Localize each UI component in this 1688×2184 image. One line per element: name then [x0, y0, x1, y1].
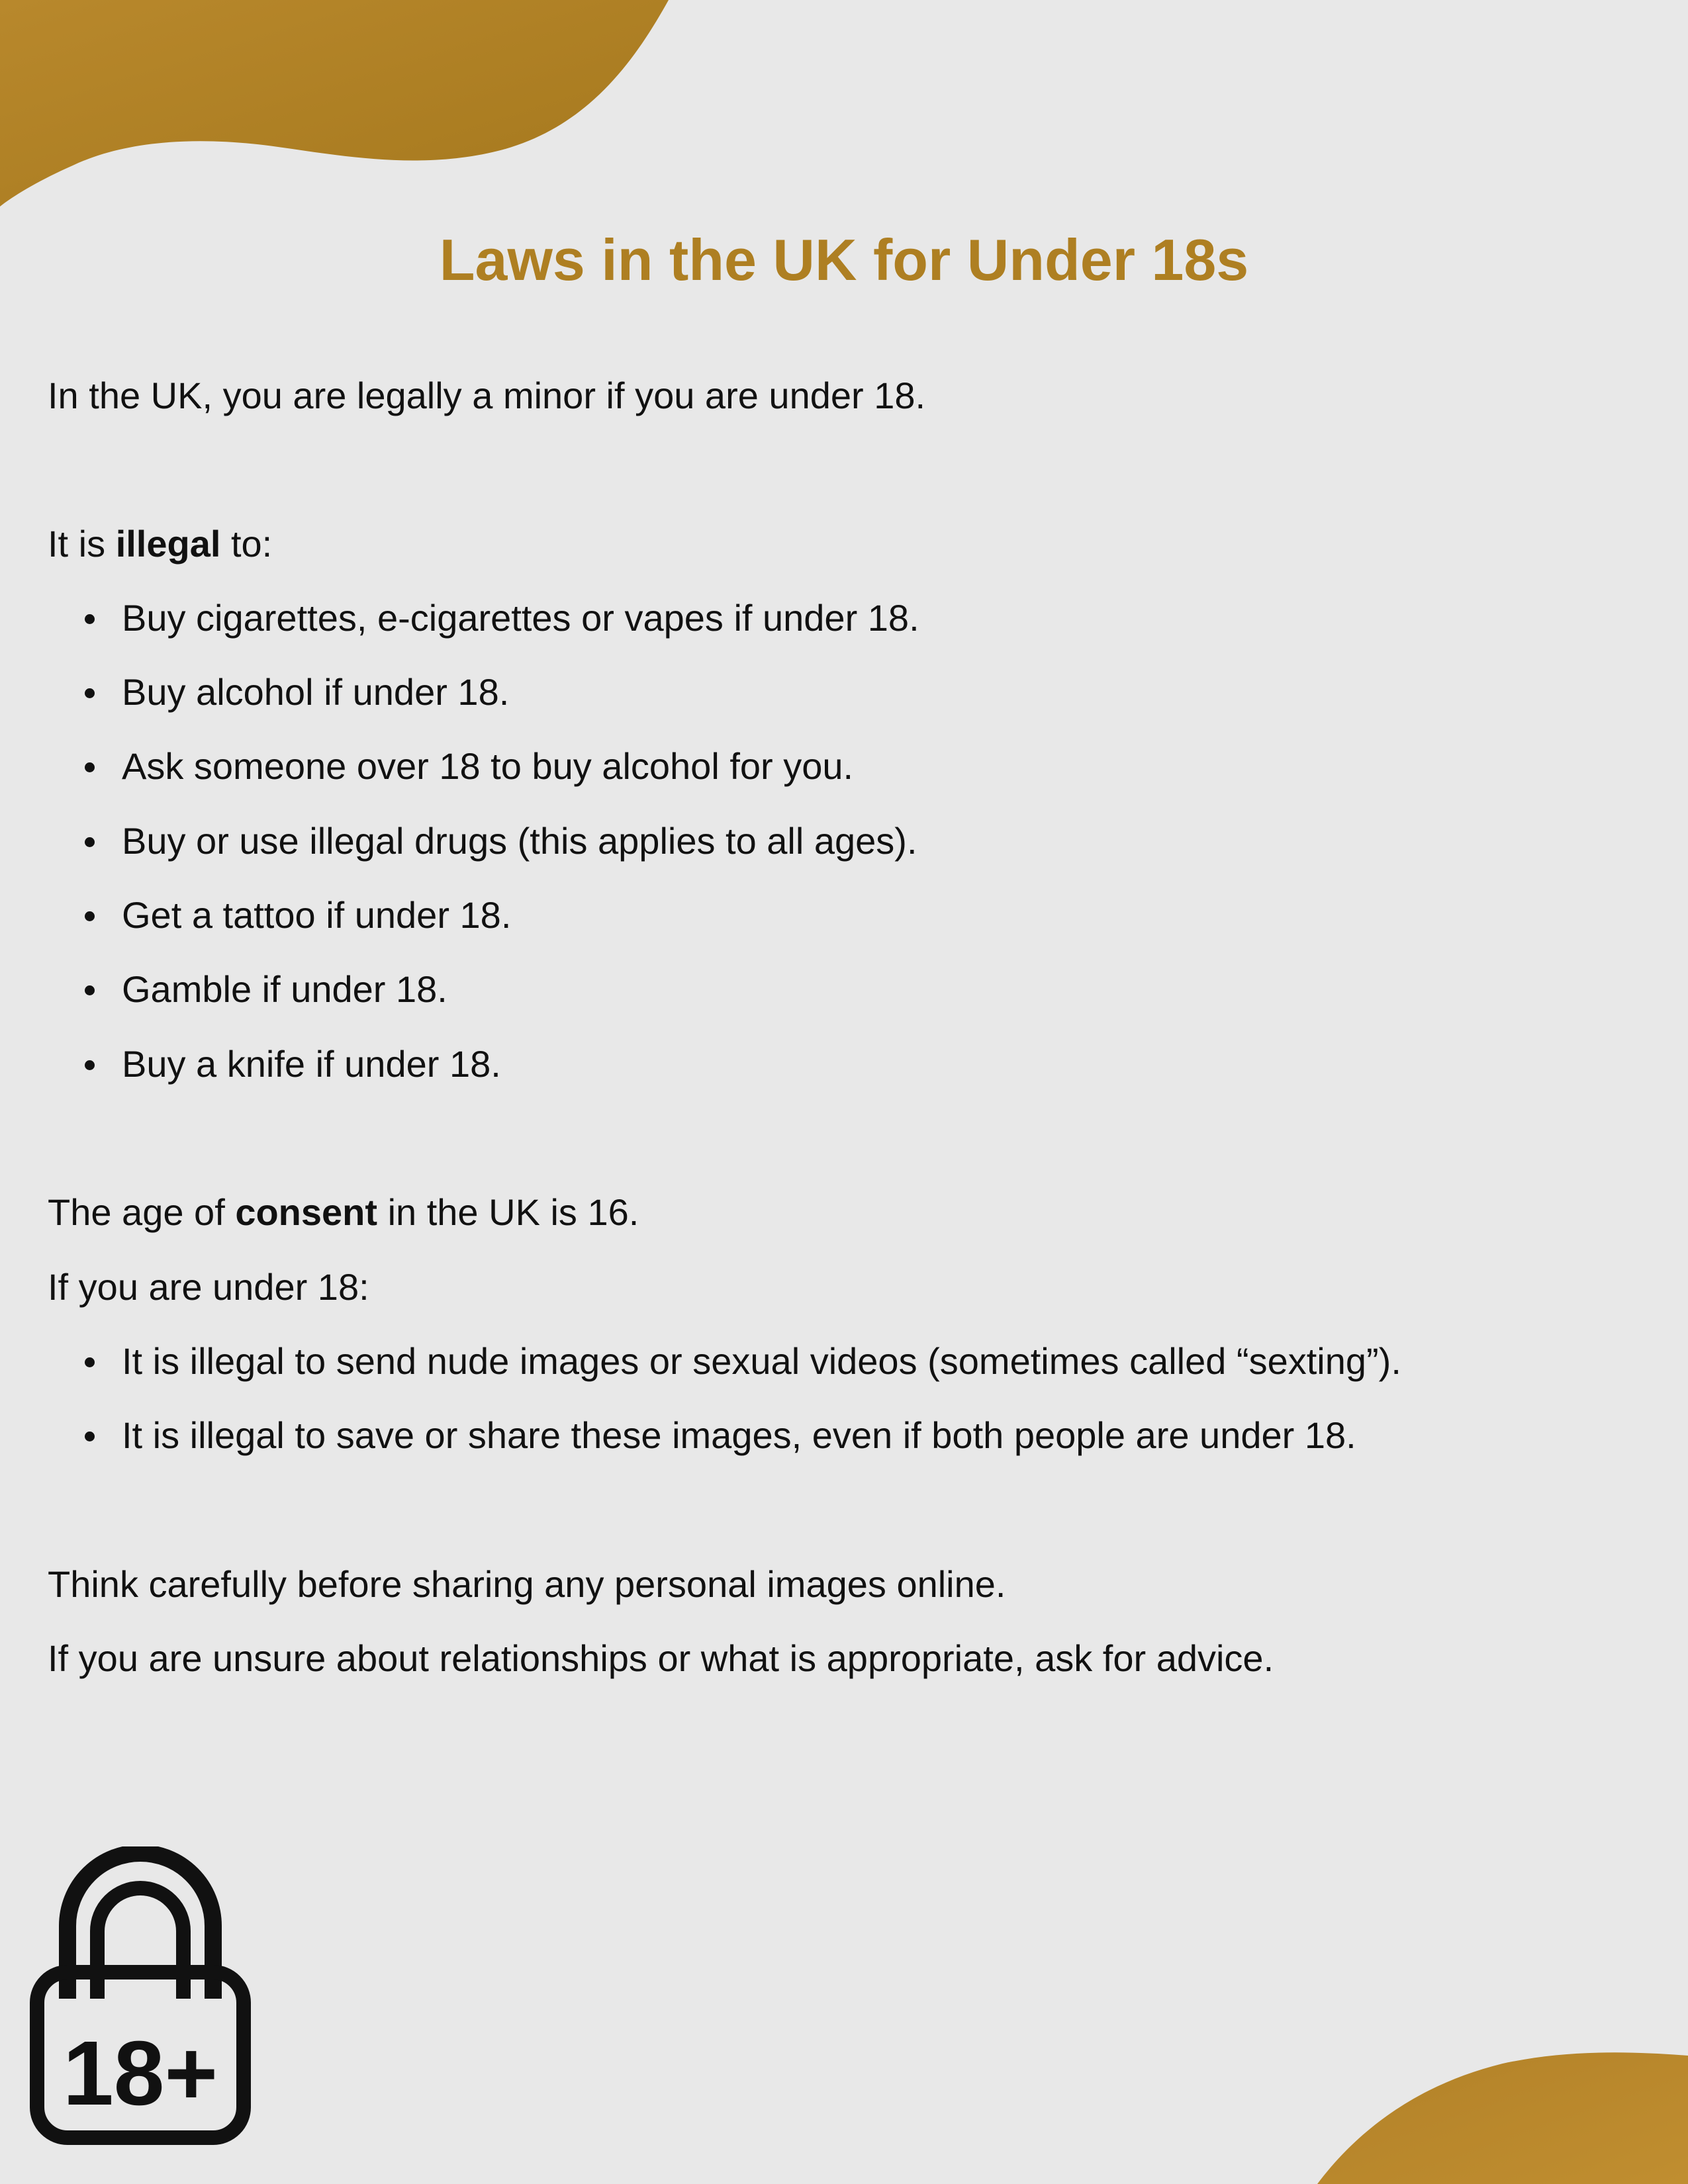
list-item-text: It is illegal to save or share these images, even if both people are under 18.	[122, 1414, 1356, 1456]
intro-text: In the UK, you are legally a minor if you are under 18.	[48, 375, 926, 416]
list-item-text: Buy alcohol if under 18.	[122, 671, 510, 713]
lock-label: 18+	[62, 2023, 218, 2124]
bullet-icon	[85, 688, 95, 698]
illegal-lead-after: to:	[220, 523, 273, 565]
illegal-lead-bold: illegal	[115, 523, 221, 565]
bullet-icon	[85, 837, 95, 847]
padlock-18-plus-icon	[28, 1846, 253, 2151]
bullet-icon	[85, 1432, 95, 1441]
bullet-icon	[85, 1357, 95, 1367]
consent-before: The age of	[48, 1191, 236, 1233]
closing-line-2: If you are unsure about relationships or what is appropriate, ask for advice.	[48, 1637, 1274, 1679]
list-item-text: Buy a knife if under 18.	[122, 1043, 501, 1085]
page-title: Laws in the UK for Under 18s	[439, 227, 1249, 293]
top-corner-decoration	[0, 0, 675, 212]
under18-lead: If you are under 18:	[48, 1266, 369, 1308]
list-item-text: Get a tattoo if under 18.	[122, 894, 512, 936]
consent-after: in the UK is 16.	[377, 1191, 639, 1233]
bullet-icon	[85, 614, 95, 624]
illegal-lead-before: It is	[48, 523, 116, 565]
bullet-icon	[85, 911, 95, 921]
bullet-icon	[85, 1060, 95, 1070]
list-item-text: It is illegal to send nude images or sexual videos (sometimes called “sexting”).	[122, 1340, 1401, 1382]
bullet-icon	[85, 985, 95, 995]
consent-bold: consent	[235, 1191, 378, 1233]
list-item-text: Ask someone over 18 to buy alcohol for you.	[122, 745, 854, 787]
consent-line	[48, 1189, 639, 1236]
bottom-corner-decoration	[1317, 2052, 1688, 2184]
list-item-text: Buy or use illegal drugs (this applies to all ages).	[122, 820, 917, 862]
illegal-lead	[48, 520, 272, 568]
closing-line-1: Think carefully before sharing any personal images online.	[48, 1563, 1006, 1605]
bullet-icon	[85, 762, 95, 772]
list-item-text: Gamble if under 18.	[122, 968, 447, 1010]
list-item-text: Buy cigarettes, e-cigarettes or vapes if under 18.	[122, 597, 919, 639]
